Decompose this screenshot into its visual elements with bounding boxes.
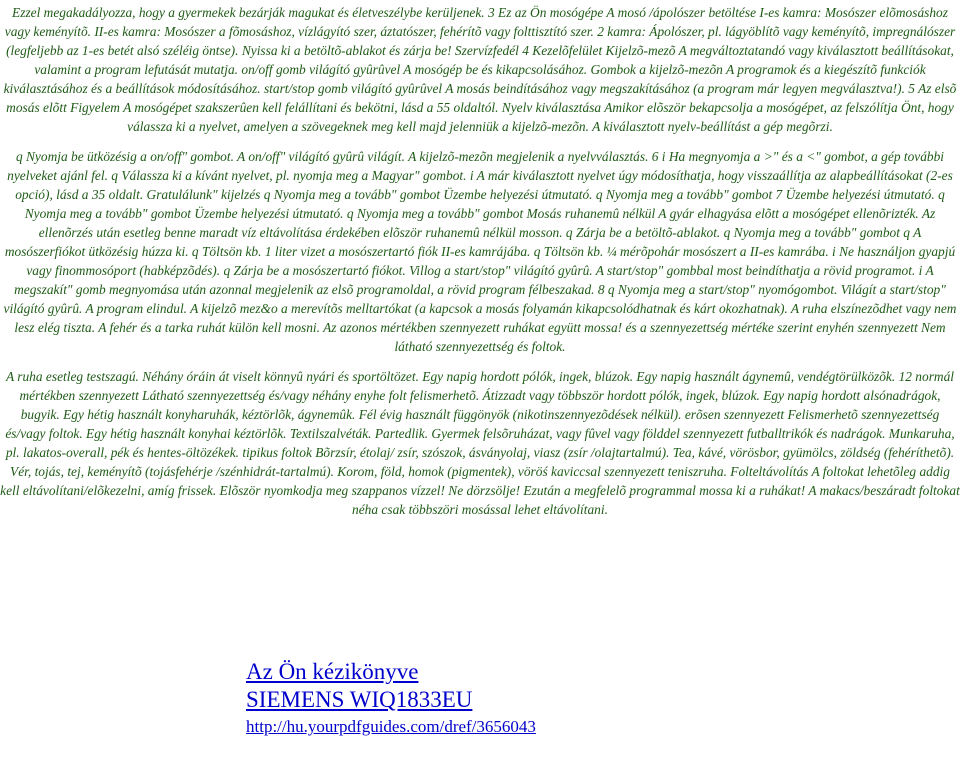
- paragraph-2: q Nyomja be ütközésig a on/off" gombot. A on/off" világító gyûrû világít. A kijelzõ-mezõn megjelenik a nyelvválasztás. 6 i Ha megnyomja a >" és a <" gombot, a gép további nyelveket ajánl fel. q Válassza ki a kívánt nyelvet, pl. nyomja meg a Magyar" gombot. i A már kiválasztott nyelvet úgy módosíthatja, hogy visszaállítja az alapbeállításokat (2-es opció), lásd a 35 oldalt. Gratulálunk" kijelzés q Nyomja meg a tovább" gombot Üzembe helyezési útmutató. q Nyomja meg a tovább" gombot 7 Üzembe helyezési útmutató. q Nyomja meg a tovább" gombot Üzembe helyezési útmutató. q Nyomja meg a tovább" gombot Mosás ruhanemû nélkül A gyár elhagyása elõtt a mosógépet ellenõrizték. Az ellenõrzés után esetleg benne maradt víz eltávolítása érdekében elõször ruhanemû nélkül mosson. q Zárja be a betöltõ-ablakot. q Nyomja meg a tovább" gombot q A mosószerfiókot ütközésig húzza ki. q Töltsön kb. 1 liter vizet a mosószertartó fiók II-es kamrájába. q Töltsön kb. ¼ mérõpohár mosószert a II-es kamrába. i Ne használjon gyapjú vagy finommosóport (habképzõdés). q Zárja be a mosószertartó fiókot. Villog a start/stop" világító gyûrû. A start/stop" gombbal most beindíthatja a rövid programot. i A megszakít" gomb megnyomása után azonnal megjelenik az elsõ programoldal, a rövid program félbeszakad. 8 q Nyomja meg a start/stop" nyomógombot. Világít a start/stop" világító gyûrû. A program elindul. A kijelzõ mez&o a merevítõs melltartókat (a kapcsok a mosás folyamán kikapcsolódhatnak és kárt okozhatnak). A ruha elszínezõdhet vagy nem lesz elég tiszta. A fehér és a tarka ruhát külön kell mosni. Az azonos mértékben szennyezett ruhákat együtt mossa! és a szennyezettség mértéke szerint enyhén szennyezett Nem látható szennyezettség és foltok.: [3, 149, 957, 354]
- manual-title-link[interactable]: Az Ön kézikönyve: [246, 659, 419, 684]
- source-url-link[interactable]: http://hu.yourpdfguides.com/dref/3656043: [246, 717, 536, 736]
- paragraph-3: A ruha esetleg testszagú. Néhány óráin át viselt könnyû nyári és sportöltözet. Egy napig hordott pólók, ingek, blúzok. Egy napig használt ágynemû, vendégtörülközõk. 12 normál mértékben szennyezett Látható szennyezettség és/vagy néhány enyhe folt felismerhetõ. Átizzadt vagy többször hordott pólók, ingek, blúzok. Egy napig hordott alsónadrágok, bugyik. Egy hétig használt konyharuhák, kéztörlõk, ágynemûk. Fél évig használt függönyök (nikotinszennyezõdések nélkül). erõsen szennyezett Felismerhetõ szennyezettség és/vagy foltok. Egy hétig használt konyhai kéztörlõk. Textilszalvéták. Partedlik. Gyermek felsõruházat, vagy fûvel vagy földdel szennyezett futballtrikók és nadrágok. Munkaruha, pl. lakatos-overall, pék és hentes-öltözékek. tipikus foltok Bõrzsír, étolaj/ zsír, szószok, ásványolaj, viasz (zsír /olajtartalmú). Tea, kávé, vörösbor, gyümölcs, zöldség (fehéríthetõ). Vér, tojás, tej, keményítõ (tojásfehérje /szénhidrát-tartalmú). Korom, föld, homok (pigmentek), vöröś kaviccsal szennyezett teniszruha. Folteltávolítás A foltokat lehetõleg addig kell eltávolítani/elõkezelni, amíg frissek. Elõször nyomkodja meg szappanos vízzel! Ne dörzsölje! Ezután a megfelelõ programmal mossa ki a ruhákat! A makacs/beszáradt foltokat néha csak többszöri mosással lehet eltávolítani.: [0, 369, 960, 517]
- paragraph-1: Ezzel megakadályozza, hogy a gyermekek bezárják magukat és életveszélybe kerüljenek. 3 Ez az Ön mosógépe A mosó /ápolószer betöltése I-es kamra: Mosószer elõmosáshoz vagy keményítõ. II-es kamra: Mosószer a fõmosáshoz, vízlágyító szer, áztatószer, fehérítõ vagy folttisztító szer. 2 kamra: Ápolószer, pl. lágyöblítõ vagy keményítõ, impregnálószer (legfeljebb az 1-es betét alsó széléig öntse). Nyissa ki a betöltõ-ablakot és zárja be! Szervízfedél 4 Kezelõfelület Kijelzõ-mezõ A megváltoztatandó vagy kiválasztott beállításokat, valamint a program lefutását mutatja. on/off gomb világító gyûrûvel A mosógép be és kikapcsolásához. Gombok a kijelzõ-mezõn A programok és a kiegészítõ funkciók kiválasztásához és a beállítások módosításához. start/stop gomb világító gyûrûvel A mosás beindításához vagy megszakításához (a program már legyen megválasztva!). 5 Az elsõ mosás elõtt Figyelem A mosógépet szakszerûen kell felállítani és bekötni, lásd a 55 oldaltól. Nyelv kiválasztása Amikor elõször bekapcsolja a mosógépet, az felszólítja Önt, hogy válassza ki a nyelvet, amelyen a szövegeknek meg kell majd jelenniük a kijelzõ-mezõn. A kiválasztott nyelv-beállítást a gép megõrzi.: [3, 5, 957, 134]
- manual-footer: [246, 658, 536, 738]
- document-body: [0, 3, 960, 519]
- product-model-link[interactable]: SIEMENS WIQ1833EU: [246, 687, 473, 712]
